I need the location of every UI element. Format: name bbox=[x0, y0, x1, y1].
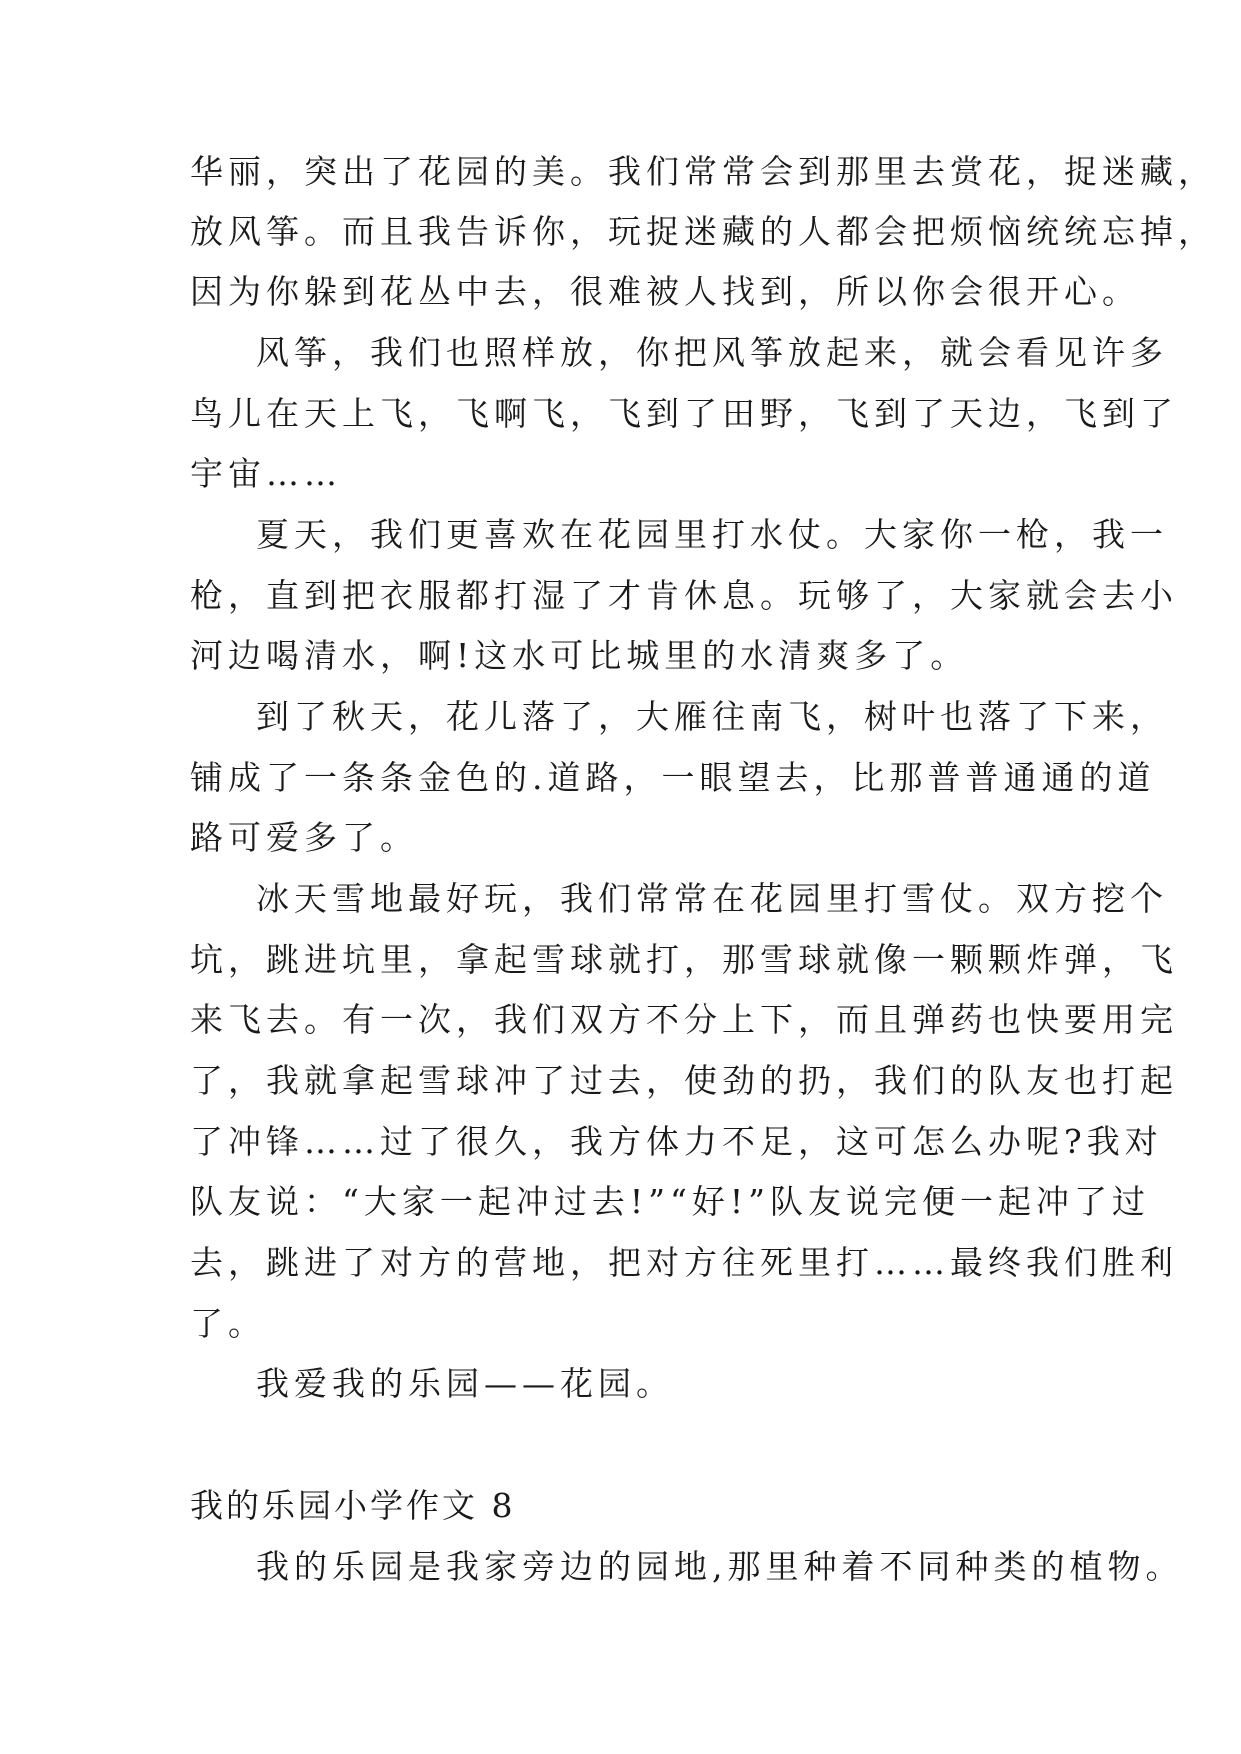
paragraph-start: 风筝，我们也照样放，你把风筝放起来，就会看见许多 bbox=[256, 333, 1168, 372]
paragraph-start: 到了秋天，花儿落了，大雁往南飞，树叶也落了下来， bbox=[256, 697, 1168, 736]
paragraph-start: 冰天雪地最好玩，我们常常在花园里打雪仗。双方挖个 bbox=[256, 879, 1168, 918]
text-line: 河边喝清水，啊!这水可比城里的水清爽多了。 bbox=[190, 636, 969, 675]
text-line: 华丽，突出了花园的美。我们常常会到那里去赏花，捉迷藏， bbox=[190, 152, 1216, 191]
text-line: 坑，跳进坑里，拿起雪球就打，那雪球就像一颗颗炸弹，飞 bbox=[190, 940, 1178, 979]
text-line: 放风筝。而且我告诉你，玩捉迷藏的人都会把烦恼统统忘掉， bbox=[190, 212, 1216, 251]
text-line: 了。 bbox=[190, 1304, 266, 1343]
text-line: 来飞去。有一次，我们双方不分上下，而且弹药也快要用完 bbox=[190, 1000, 1178, 1039]
paragraph-start: 夏天，我们更喜欢在花园里打水仗。大家你一枪，我一 bbox=[256, 515, 1168, 554]
text-line: 路可爱多了。 bbox=[190, 818, 418, 857]
text-line: 队友说：“大家一起冲过去!”“好!”队友说完便一起冲了过 bbox=[190, 1182, 1151, 1221]
text-line: 去，跳进了对方的营地，把对方往死里打……最终我们胜利 bbox=[190, 1243, 1178, 1282]
text-line: 枪，直到把衣服都打湿了才肯休息。玩够了，大家就会去小 bbox=[190, 576, 1178, 615]
text-line: 了冲锋……过了很久，我方体力不足，这可怎么办呢?我对 bbox=[190, 1122, 1163, 1161]
text-line: 宇宙…… bbox=[190, 454, 342, 493]
paragraph-start: 我的乐园是我家旁边的园地,那里种着不同种类的植物。 bbox=[256, 1547, 1184, 1586]
paragraph-start: 我爱我的乐园——花园。 bbox=[256, 1364, 674, 1403]
section-title: 我的乐园小学作文 8 bbox=[190, 1486, 516, 1525]
text-line: 铺成了一条条金色的.道路，一眼望去，比那普普通通的道 bbox=[190, 758, 1156, 797]
text-line: 了，我就拿起雪球冲了过去，使劲的扔，我们的队友也打起 bbox=[190, 1061, 1178, 1100]
text-line: 鸟儿在天上飞，飞啊飞，飞到了田野，飞到了天边，飞到了 bbox=[190, 394, 1178, 433]
text-line: 因为你躲到花丛中去，很难被人找到，所以你会很开心。 bbox=[190, 272, 1140, 311]
